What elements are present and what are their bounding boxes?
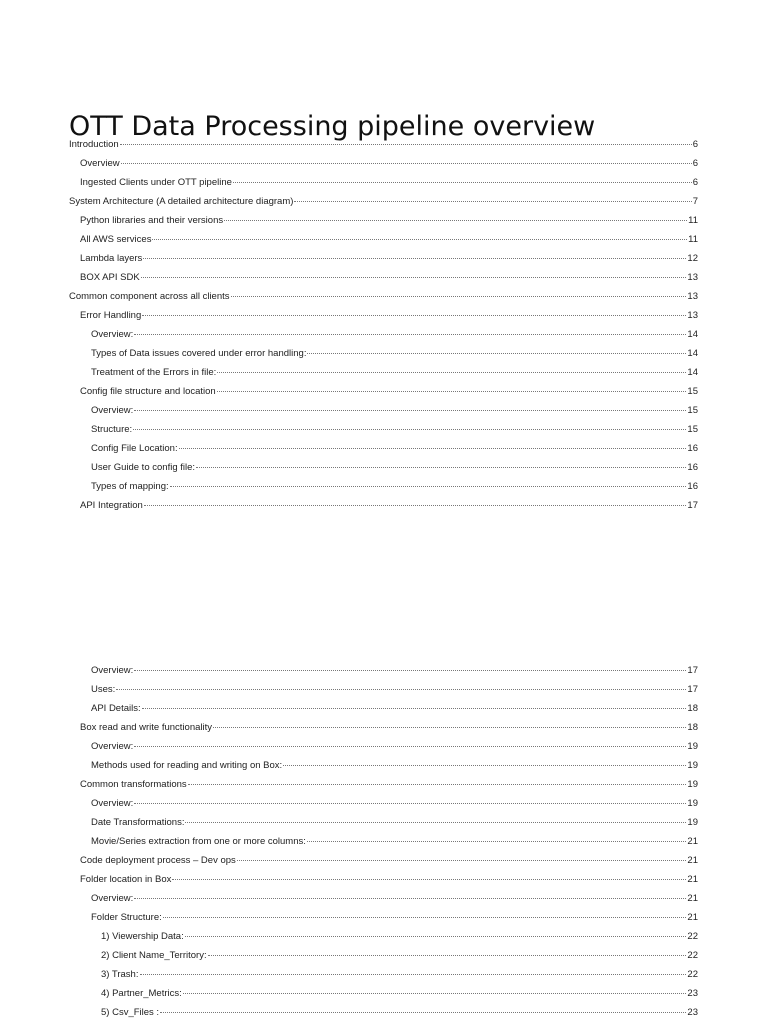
toc-entry-label: Overview: xyxy=(91,405,134,416)
toc-entry-label: Introduction xyxy=(69,139,119,150)
toc-entry-label: All AWS services xyxy=(80,234,152,245)
toc-entry[interactable] xyxy=(69,965,698,984)
toc-entry-label: 3) Trash: xyxy=(101,969,139,980)
toc-entry[interactable] xyxy=(69,908,698,927)
toc-entry-page-number: 21 xyxy=(687,912,698,923)
toc-entry-page-number: 13 xyxy=(687,291,698,302)
toc-entry-page-number: 19 xyxy=(687,779,698,790)
toc-dot-leader xyxy=(283,765,686,766)
toc-entry[interactable] xyxy=(69,477,698,496)
toc-dot-leader xyxy=(163,917,687,918)
toc-dot-leader xyxy=(172,879,686,880)
toc-dot-leader xyxy=(307,353,686,354)
toc-entry-page-number: 19 xyxy=(687,817,698,828)
toc-dot-leader xyxy=(134,670,686,671)
toc-entry[interactable] xyxy=(69,458,698,477)
table-of-contents-part-2 xyxy=(69,661,698,1022)
toc-entry-page-number: 14 xyxy=(687,329,698,340)
toc-entry-label: Overview xyxy=(80,158,120,169)
toc-entry-page-number: 17 xyxy=(687,665,698,676)
toc-dot-leader xyxy=(185,822,686,823)
toc-dot-leader xyxy=(142,708,687,709)
toc-entry-label: Structure: xyxy=(91,424,133,435)
toc-entry[interactable] xyxy=(69,439,698,458)
toc-entry[interactable] xyxy=(69,661,698,680)
toc-entry[interactable] xyxy=(69,946,698,965)
document-title: OTT Data Processing pipeline overview xyxy=(69,111,596,143)
toc-entry[interactable] xyxy=(69,173,698,192)
toc-entry[interactable] xyxy=(69,382,698,401)
toc-entry[interactable] xyxy=(69,344,698,363)
toc-dot-leader xyxy=(188,784,687,785)
toc-entry[interactable] xyxy=(69,268,698,287)
toc-entry[interactable] xyxy=(69,135,698,154)
toc-dot-leader xyxy=(134,898,686,899)
toc-entry[interactable] xyxy=(69,287,698,306)
toc-dot-leader xyxy=(133,429,686,430)
toc-entry[interactable] xyxy=(69,851,698,870)
toc-entry-page-number: 18 xyxy=(687,722,698,733)
toc-entry-page-number: 16 xyxy=(687,462,698,473)
toc-entry-page-number: 21 xyxy=(687,893,698,904)
toc-dot-leader xyxy=(237,860,687,861)
toc-entry-label: API Integration xyxy=(80,500,143,511)
toc-entry-label: Error Handling xyxy=(80,310,142,321)
toc-entry-page-number: 6 xyxy=(692,139,698,150)
toc-dot-leader xyxy=(144,505,687,506)
toc-entry-label: Overview: xyxy=(91,329,134,340)
toc-entry-page-number: 21 xyxy=(687,874,698,885)
toc-entry-page-number: 14 xyxy=(687,348,698,359)
toc-dot-leader xyxy=(294,201,691,202)
toc-entry[interactable] xyxy=(69,496,698,515)
toc-entry-label: 1) Viewership Data: xyxy=(101,931,184,942)
toc-dot-leader xyxy=(208,955,687,956)
toc-dot-leader xyxy=(233,182,692,183)
toc-entry-page-number: 19 xyxy=(687,760,698,771)
toc-entry-page-number: 16 xyxy=(687,443,698,454)
toc-entry[interactable] xyxy=(69,325,698,344)
toc-entry-label: BOX API SDK xyxy=(80,272,140,283)
toc-entry[interactable] xyxy=(69,680,698,699)
toc-entry-label: Movie/Series extraction from one or more columns: xyxy=(91,836,306,847)
toc-dot-leader xyxy=(179,448,687,449)
toc-entry[interactable] xyxy=(69,737,698,756)
toc-entry[interactable] xyxy=(69,832,698,851)
toc-entry[interactable] xyxy=(69,756,698,775)
toc-entry-page-number: 17 xyxy=(687,684,698,695)
toc-entry-label: Folder location in Box xyxy=(80,874,172,885)
toc-entry-page-number: 19 xyxy=(687,741,698,752)
toc-entry-label: Common component across all clients xyxy=(69,291,230,302)
toc-entry-page-number: 15 xyxy=(687,405,698,416)
toc-entry-page-number: 12 xyxy=(687,253,698,264)
toc-dot-leader xyxy=(120,144,692,145)
toc-entry-page-number: 13 xyxy=(687,272,698,283)
toc-dot-leader xyxy=(217,372,686,373)
toc-entry-page-number: 22 xyxy=(687,950,698,961)
toc-entry-label: 2) Client Name_Territory: xyxy=(101,950,207,961)
toc-entry-label: 5) Csv_Files : xyxy=(101,1007,160,1018)
toc-dot-leader xyxy=(142,315,686,316)
toc-dot-leader xyxy=(140,974,687,975)
toc-entry[interactable] xyxy=(69,211,698,230)
toc-entry-label: Code deployment process – Dev ops xyxy=(80,855,236,866)
table-of-contents-part-1 xyxy=(69,135,698,515)
toc-entry[interactable] xyxy=(69,420,698,439)
toc-entry-label: Common transformations xyxy=(80,779,187,790)
toc-entry-label: Python libraries and their versions xyxy=(80,215,224,226)
toc-entry-page-number: 23 xyxy=(687,1007,698,1018)
toc-dot-leader xyxy=(116,689,686,690)
toc-entry[interactable] xyxy=(69,401,698,420)
toc-entry-label: System Architecture (A detailed architecture diagram) xyxy=(69,196,294,207)
toc-entry[interactable] xyxy=(69,813,698,832)
toc-entry-page-number: 21 xyxy=(687,855,698,866)
toc-entry-label: Folder Structure: xyxy=(91,912,162,923)
toc-entry-label: Uses: xyxy=(91,684,116,695)
toc-entry-label: Overview: xyxy=(91,665,134,676)
toc-entry-label: Box read and write functionality xyxy=(80,722,213,733)
toc-entry-label: Types of Data issues covered under error handling: xyxy=(91,348,307,359)
toc-entry-label: Overview: xyxy=(91,798,134,809)
toc-dot-leader xyxy=(141,277,687,278)
toc-entry-label: Types of mapping: xyxy=(91,481,169,492)
toc-entry-page-number: 19 xyxy=(687,798,698,809)
toc-entry[interactable] xyxy=(69,889,698,908)
toc-entry-page-number: 13 xyxy=(687,310,698,321)
toc-dot-leader xyxy=(134,334,686,335)
toc-entry-label: API Details: xyxy=(91,703,141,714)
toc-dot-leader xyxy=(196,467,686,468)
toc-entry[interactable] xyxy=(69,870,698,889)
toc-entry-label: 4) Partner_Metrics: xyxy=(101,988,182,999)
toc-entry-label: Treatment of the Errors in file: xyxy=(91,367,217,378)
toc-entry[interactable] xyxy=(69,984,698,1003)
toc-dot-leader xyxy=(224,220,687,221)
toc-entry[interactable] xyxy=(69,306,698,325)
toc-entry-page-number: 22 xyxy=(687,931,698,942)
toc-entry-label: Config File Location: xyxy=(91,443,178,454)
toc-entry-page-number: 11 xyxy=(688,215,698,226)
toc-entry[interactable] xyxy=(69,154,698,173)
toc-entry[interactable] xyxy=(69,927,698,946)
toc-entry-page-number: 22 xyxy=(687,969,698,980)
toc-entry-label: Methods used for reading and writing on Box: xyxy=(91,760,283,771)
toc-entry-page-number: 11 xyxy=(688,234,698,245)
toc-entry[interactable] xyxy=(69,249,698,268)
toc-entry-page-number: 17 xyxy=(687,500,698,511)
toc-entry[interactable] xyxy=(69,794,698,813)
toc-entry-page-number: 23 xyxy=(687,988,698,999)
toc-entry-label: User Guide to config file: xyxy=(91,462,196,473)
toc-entry-page-number: 15 xyxy=(687,424,698,435)
toc-entry[interactable] xyxy=(69,775,698,794)
toc-dot-leader xyxy=(143,258,686,259)
toc-dot-leader xyxy=(134,746,686,747)
toc-entry[interactable] xyxy=(69,718,698,737)
toc-entry-page-number: 18 xyxy=(687,703,698,714)
toc-entry-page-number: 16 xyxy=(687,481,698,492)
toc-entry-label: Date Transformations: xyxy=(91,817,185,828)
toc-entry-label: Ingested Clients under OTT pipeline xyxy=(80,177,232,188)
toc-dot-leader xyxy=(152,239,687,240)
toc-dot-leader xyxy=(217,391,687,392)
toc-entry[interactable] xyxy=(69,192,698,211)
toc-entry-label: Overview: xyxy=(91,893,134,904)
toc-entry-page-number: 21 xyxy=(687,836,698,847)
toc-entry[interactable] xyxy=(69,363,698,382)
toc-dot-leader xyxy=(307,841,687,842)
toc-entry[interactable] xyxy=(69,1003,698,1022)
toc-dot-leader xyxy=(134,410,686,411)
toc-dot-leader xyxy=(213,727,686,728)
toc-entry-page-number: 6 xyxy=(692,177,698,188)
toc-dot-leader xyxy=(160,1012,686,1013)
toc-dot-leader xyxy=(121,163,692,164)
toc-entry-label: Config file structure and location xyxy=(80,386,216,397)
toc-dot-leader xyxy=(183,993,687,994)
toc-entry-page-number: 14 xyxy=(687,367,698,378)
toc-entry-page-number: 7 xyxy=(692,196,698,207)
toc-dot-leader xyxy=(134,803,686,804)
toc-entry[interactable] xyxy=(69,699,698,718)
toc-dot-leader xyxy=(231,296,687,297)
toc-entry-label: Lambda layers xyxy=(80,253,143,264)
toc-entry-page-number: 6 xyxy=(692,158,698,169)
toc-entry-label: Overview: xyxy=(91,741,134,752)
toc-dot-leader xyxy=(170,486,687,487)
toc-entry-page-number: 15 xyxy=(687,386,698,397)
toc-dot-leader xyxy=(185,936,687,937)
toc-entry[interactable] xyxy=(69,230,698,249)
